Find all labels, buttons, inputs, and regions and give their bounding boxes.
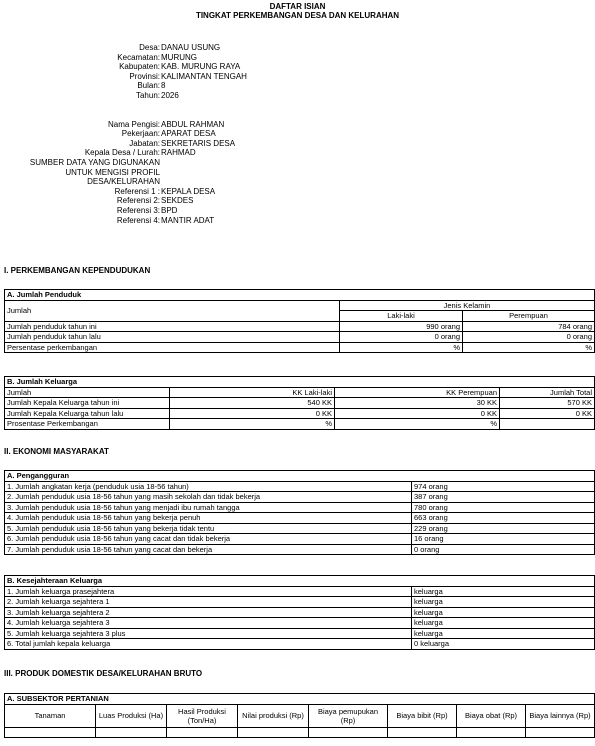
source-label-line: UNTUK MENGISI PROFIL xyxy=(65,167,160,177)
cell-value: % xyxy=(170,419,335,430)
row-label: 5. Jumlah penduduk usia 18-56 tahun yang bekerja tidak tentu xyxy=(5,523,412,534)
row-label: Jumlah Kepala Keluarga tahun lalu xyxy=(5,408,170,419)
reference-row xyxy=(0,196,300,206)
cell-value: 663 orang xyxy=(412,513,595,524)
field-label: Referensi 1 : xyxy=(114,186,160,196)
source-label-line: DESA/KELURAHAN xyxy=(87,177,160,187)
cell-value: keluarga xyxy=(412,628,595,639)
row-label: Jumlah penduduk tahun lalu xyxy=(5,332,340,343)
table-title: B. Jumlah Keluarga xyxy=(5,377,595,388)
table-row xyxy=(5,534,595,545)
field-value: RAHMAD xyxy=(161,148,196,158)
identity-block xyxy=(0,43,300,225)
table-title: A. SUBSEKTOR PERTANIAN xyxy=(5,694,595,705)
identity-row xyxy=(0,62,300,72)
cell-value: keluarga xyxy=(412,607,595,618)
column-header: Luas Produksi (Ha) xyxy=(96,704,167,727)
cell-value xyxy=(5,727,96,738)
row-label: 4. Jumlah keluarga sejahtera 3 xyxy=(5,618,412,629)
cell-value: % xyxy=(340,342,463,353)
table-row xyxy=(5,398,595,409)
form-subtitle: TINGKAT PERKEMBANGAN DESA DAN KELURAHAN xyxy=(195,11,400,20)
field-value: ABDUL RAHMAN xyxy=(161,119,225,129)
row-label: Prosentase Perkembangan xyxy=(5,419,170,430)
column-header: Nilai produksi (Rp) xyxy=(238,704,309,727)
table-row xyxy=(5,607,595,618)
section-heading: III. PRODUK DOMESTIK DESA/KELURAHAN BRUTO xyxy=(4,669,203,678)
row-label: 4. Jumlah penduduk usia 18-56 tahun yang bekerja penuh xyxy=(5,513,412,524)
cell-value: 0 KK xyxy=(500,408,595,419)
table-row xyxy=(5,408,595,419)
field-value: MANTIR ADAT xyxy=(161,215,215,225)
column-header: Jumlah xyxy=(5,387,170,398)
table-row xyxy=(5,628,595,639)
cell-value: 990 orang xyxy=(340,321,463,332)
cell-value: 0 orang xyxy=(340,332,463,343)
reference-row xyxy=(0,187,300,197)
identity-row xyxy=(0,91,300,101)
row-label: 2. Jumlah penduduk usia 18-56 tahun yang masih sekolah dan tidak bekerja xyxy=(5,492,412,503)
field-label: Nama Pengisi: xyxy=(107,119,160,129)
table-row xyxy=(5,419,595,430)
table-row xyxy=(5,321,595,332)
cell-value xyxy=(238,727,309,738)
cell-value: 16 orang xyxy=(412,534,595,545)
source-label xyxy=(0,158,300,168)
row-label: 3. Jumlah keluarga sejahtera 2 xyxy=(5,607,412,618)
table-row xyxy=(5,618,595,629)
column-header: KK Perempuan xyxy=(335,387,500,398)
pengangguran-table xyxy=(4,470,595,555)
column-header: Biaya lainnya (Rp) xyxy=(526,704,595,727)
field-label: Desa: xyxy=(139,43,160,52)
cell-value: 30 KK xyxy=(335,398,500,409)
cell-value: 387 orang xyxy=(412,492,595,503)
cell-value: % xyxy=(335,419,500,430)
table-row xyxy=(5,513,595,524)
cell-value: 0 keluarga xyxy=(412,639,595,650)
table-row xyxy=(5,544,595,555)
source-label xyxy=(0,177,300,187)
field-value: 2026 xyxy=(161,90,179,100)
cell-value: 974 orang xyxy=(412,481,595,492)
row-label: Jumlah penduduk tahun ini xyxy=(5,321,340,332)
column-header: Jenis Kelamin xyxy=(340,300,595,311)
cell-value: 0 orang xyxy=(463,332,595,343)
column-header: Laki-laki xyxy=(340,311,463,322)
field-label: Referensi 4: xyxy=(116,215,160,225)
cell-value: 0 KK xyxy=(335,408,500,419)
table-row xyxy=(5,523,595,534)
table-row xyxy=(5,502,595,513)
column-header: Jumlah xyxy=(5,300,340,321)
identity-row xyxy=(0,72,300,82)
table-row xyxy=(5,492,595,503)
table-row xyxy=(5,332,595,343)
row-label: 6. Jumlah penduduk usia 18-56 tahun yang cacat dan tidak bekerja xyxy=(5,534,412,545)
section-heading: II. EKONOMI MASYARAKAT xyxy=(4,447,109,456)
cell-value: 229 orang xyxy=(412,523,595,534)
field-value: MURUNG xyxy=(161,52,197,62)
field-value: 8 xyxy=(161,81,166,91)
field-value: KALIMANTAN TENGAH xyxy=(161,71,247,81)
field-label: Referensi 2: xyxy=(116,196,160,206)
source-label xyxy=(0,168,300,178)
cell-value xyxy=(526,727,595,738)
identity-row xyxy=(0,43,300,53)
cell-value: 0 KK xyxy=(170,408,335,419)
row-label: Jumlah Kepala Keluarga tahun ini xyxy=(5,398,170,409)
table-row xyxy=(5,597,595,608)
field-value: SEKDES xyxy=(161,196,194,206)
column-header: Tanaman xyxy=(5,704,96,727)
field-label: Pekerjaan: xyxy=(121,129,160,139)
cell-value xyxy=(500,419,595,430)
table-row xyxy=(5,342,595,353)
row-label: 7. Jumlah penduduk usia 18-56 tahun yang cacat dan bekerja xyxy=(5,544,412,555)
filler-row xyxy=(0,120,300,130)
cell-value: 570 KK xyxy=(500,398,595,409)
row-label: 2. Jumlah keluarga sejahtera 1 xyxy=(5,597,412,608)
filler-row xyxy=(0,139,300,149)
cell-value: 784 orang xyxy=(463,321,595,332)
field-value: KAB. MURUNG RAYA xyxy=(161,62,241,72)
column-header: Biaya bibit (Rp) xyxy=(388,704,457,727)
field-label: Kepala Desa / Lurah: xyxy=(84,148,160,158)
reference-row xyxy=(0,216,300,226)
cell-value xyxy=(388,727,457,738)
cell-value xyxy=(167,727,238,738)
filler-row xyxy=(0,148,300,158)
filler-row xyxy=(0,129,300,139)
cell-value xyxy=(96,727,167,738)
source-label-line: SUMBER DATA YANG DIGUNAKAN xyxy=(29,157,160,167)
field-label: Kabupaten: xyxy=(119,62,160,72)
field-label: Bulan: xyxy=(137,81,160,91)
row-label: 3. Jumlah penduduk usia 18-56 tahun yang menjadi ibu rumah tangga xyxy=(5,502,412,513)
identity-row xyxy=(0,53,300,63)
cell-value: keluarga xyxy=(412,618,595,629)
form-title: DAFTAR ISIAN xyxy=(269,2,326,11)
cell-value xyxy=(457,727,526,738)
column-header: Perempuan xyxy=(463,311,595,322)
table-row xyxy=(5,727,595,738)
column-header: Jumlah Total xyxy=(500,387,595,398)
table-row xyxy=(5,586,595,597)
field-label: Referensi 3: xyxy=(116,205,160,215)
row-label: 6. Total jumlah kepala keluarga xyxy=(5,639,412,650)
column-header: Hasil Produksi (Ton/Ha) xyxy=(167,704,238,727)
cell-value: keluarga xyxy=(412,586,595,597)
field-label: Provinsi: xyxy=(129,71,160,81)
row-label: Persentase perkembangan xyxy=(5,342,340,353)
column-header: Biaya pemupukan (Rp) xyxy=(309,704,388,727)
cell-value: % xyxy=(463,342,595,353)
cell-value: keluarga xyxy=(412,597,595,608)
field-label: Jabatan: xyxy=(129,138,160,148)
section-heading: I. PERKEMBANGAN KEPENDUDUKAN xyxy=(4,266,151,275)
identity-row xyxy=(0,81,300,91)
penduduk-table xyxy=(4,289,595,353)
pertanian-table xyxy=(4,693,595,738)
table-row xyxy=(5,481,595,492)
cell-value xyxy=(309,727,388,738)
kesejahteraan-table xyxy=(4,575,595,650)
field-value: APARAT DESA xyxy=(161,129,216,139)
field-value: BPD xyxy=(161,205,178,215)
table-title: A. Pengangguran xyxy=(5,471,595,482)
field-value: DANAU USUNG xyxy=(161,43,221,52)
field-label: Kecamatan: xyxy=(117,52,160,62)
table-title: A. Jumlah Penduduk xyxy=(5,290,595,301)
cell-value: 540 KK xyxy=(170,398,335,409)
cell-value: 0 orang xyxy=(412,544,595,555)
column-header: KK Laki-laki xyxy=(170,387,335,398)
table-title: B. Kesejahteraan Keluarga xyxy=(5,576,595,587)
row-label: 1. Jumlah angkatan kerja (penduduk usia 18-56 tahun) xyxy=(5,481,412,492)
table-row xyxy=(5,639,595,650)
row-label: 1. Jumlah keluarga prasejahtera xyxy=(5,586,412,597)
cell-value: 780 orang xyxy=(412,502,595,513)
keluarga-table xyxy=(4,376,595,430)
field-value: KEPALA DESA xyxy=(161,186,216,196)
reference-row xyxy=(0,206,300,216)
column-header: Biaya obat (Rp) xyxy=(457,704,526,727)
field-label: Tahun: xyxy=(135,90,160,100)
row-label: 5. Jumlah keluarga sejahtera 3 plus xyxy=(5,628,412,639)
field-value: SEKRETARIS DESA xyxy=(161,138,236,148)
